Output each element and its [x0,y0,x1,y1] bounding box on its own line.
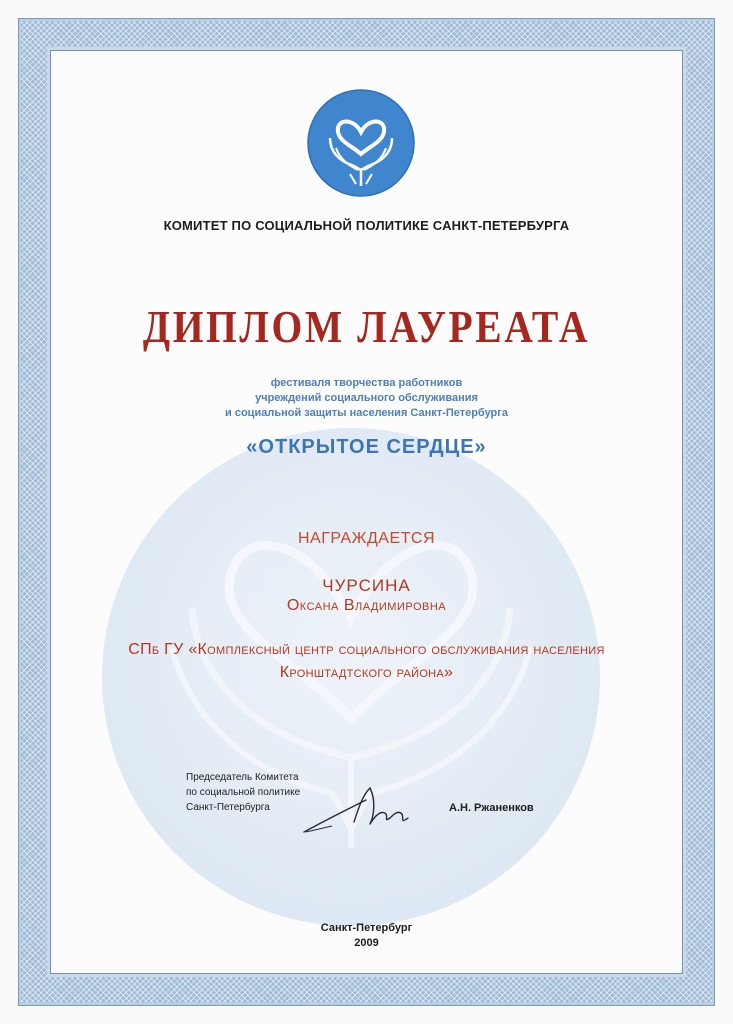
signer-title-line-2: по социальной политике [186,787,301,798]
festival-line-2: учреждений социального обслуживания [255,392,478,404]
signer-name: А.Н. Ржаненков [449,802,534,814]
signer-title-line-3: Санкт-Петербурга [186,802,270,813]
signer-title-line-1: Председатель Комитета [186,772,299,783]
recipient-surname: ЧУРСИНА [322,576,411,595]
festival-line-3: и социальной защиты населения Санкт-Петербурга [225,407,508,419]
issue-year: 2009 [354,937,379,949]
organization-line-2: Кронштадтского района» [279,664,454,681]
awarded-label: НАГРАЖДАЕТСЯ [298,530,435,547]
festival-description [0,376,733,421]
handwritten-signature [296,780,416,840]
heart-in-hands-icon [306,88,416,198]
recipient-first-name: Оксана Владимировна [286,597,447,614]
committee-name: КОМИТЕТ ПО СОЦИАЛЬНОЙ ПОЛИТИКЕ САНКТ-ПЕТЕРБУРГА [163,218,570,233]
organization-line-1: СПб ГУ «Комплексный центр социального обслуживания населения [128,641,605,658]
diploma-title: ДИПЛОМ ЛАУРЕАТА [142,301,591,352]
festival-line-1: фестиваля творчества работников [270,377,463,389]
signer-title [186,770,300,815]
issue-city: Санкт-Петербург [320,922,413,934]
festival-name: «ОТКРЫТОЕ СЕРДЦЕ» [246,436,487,458]
